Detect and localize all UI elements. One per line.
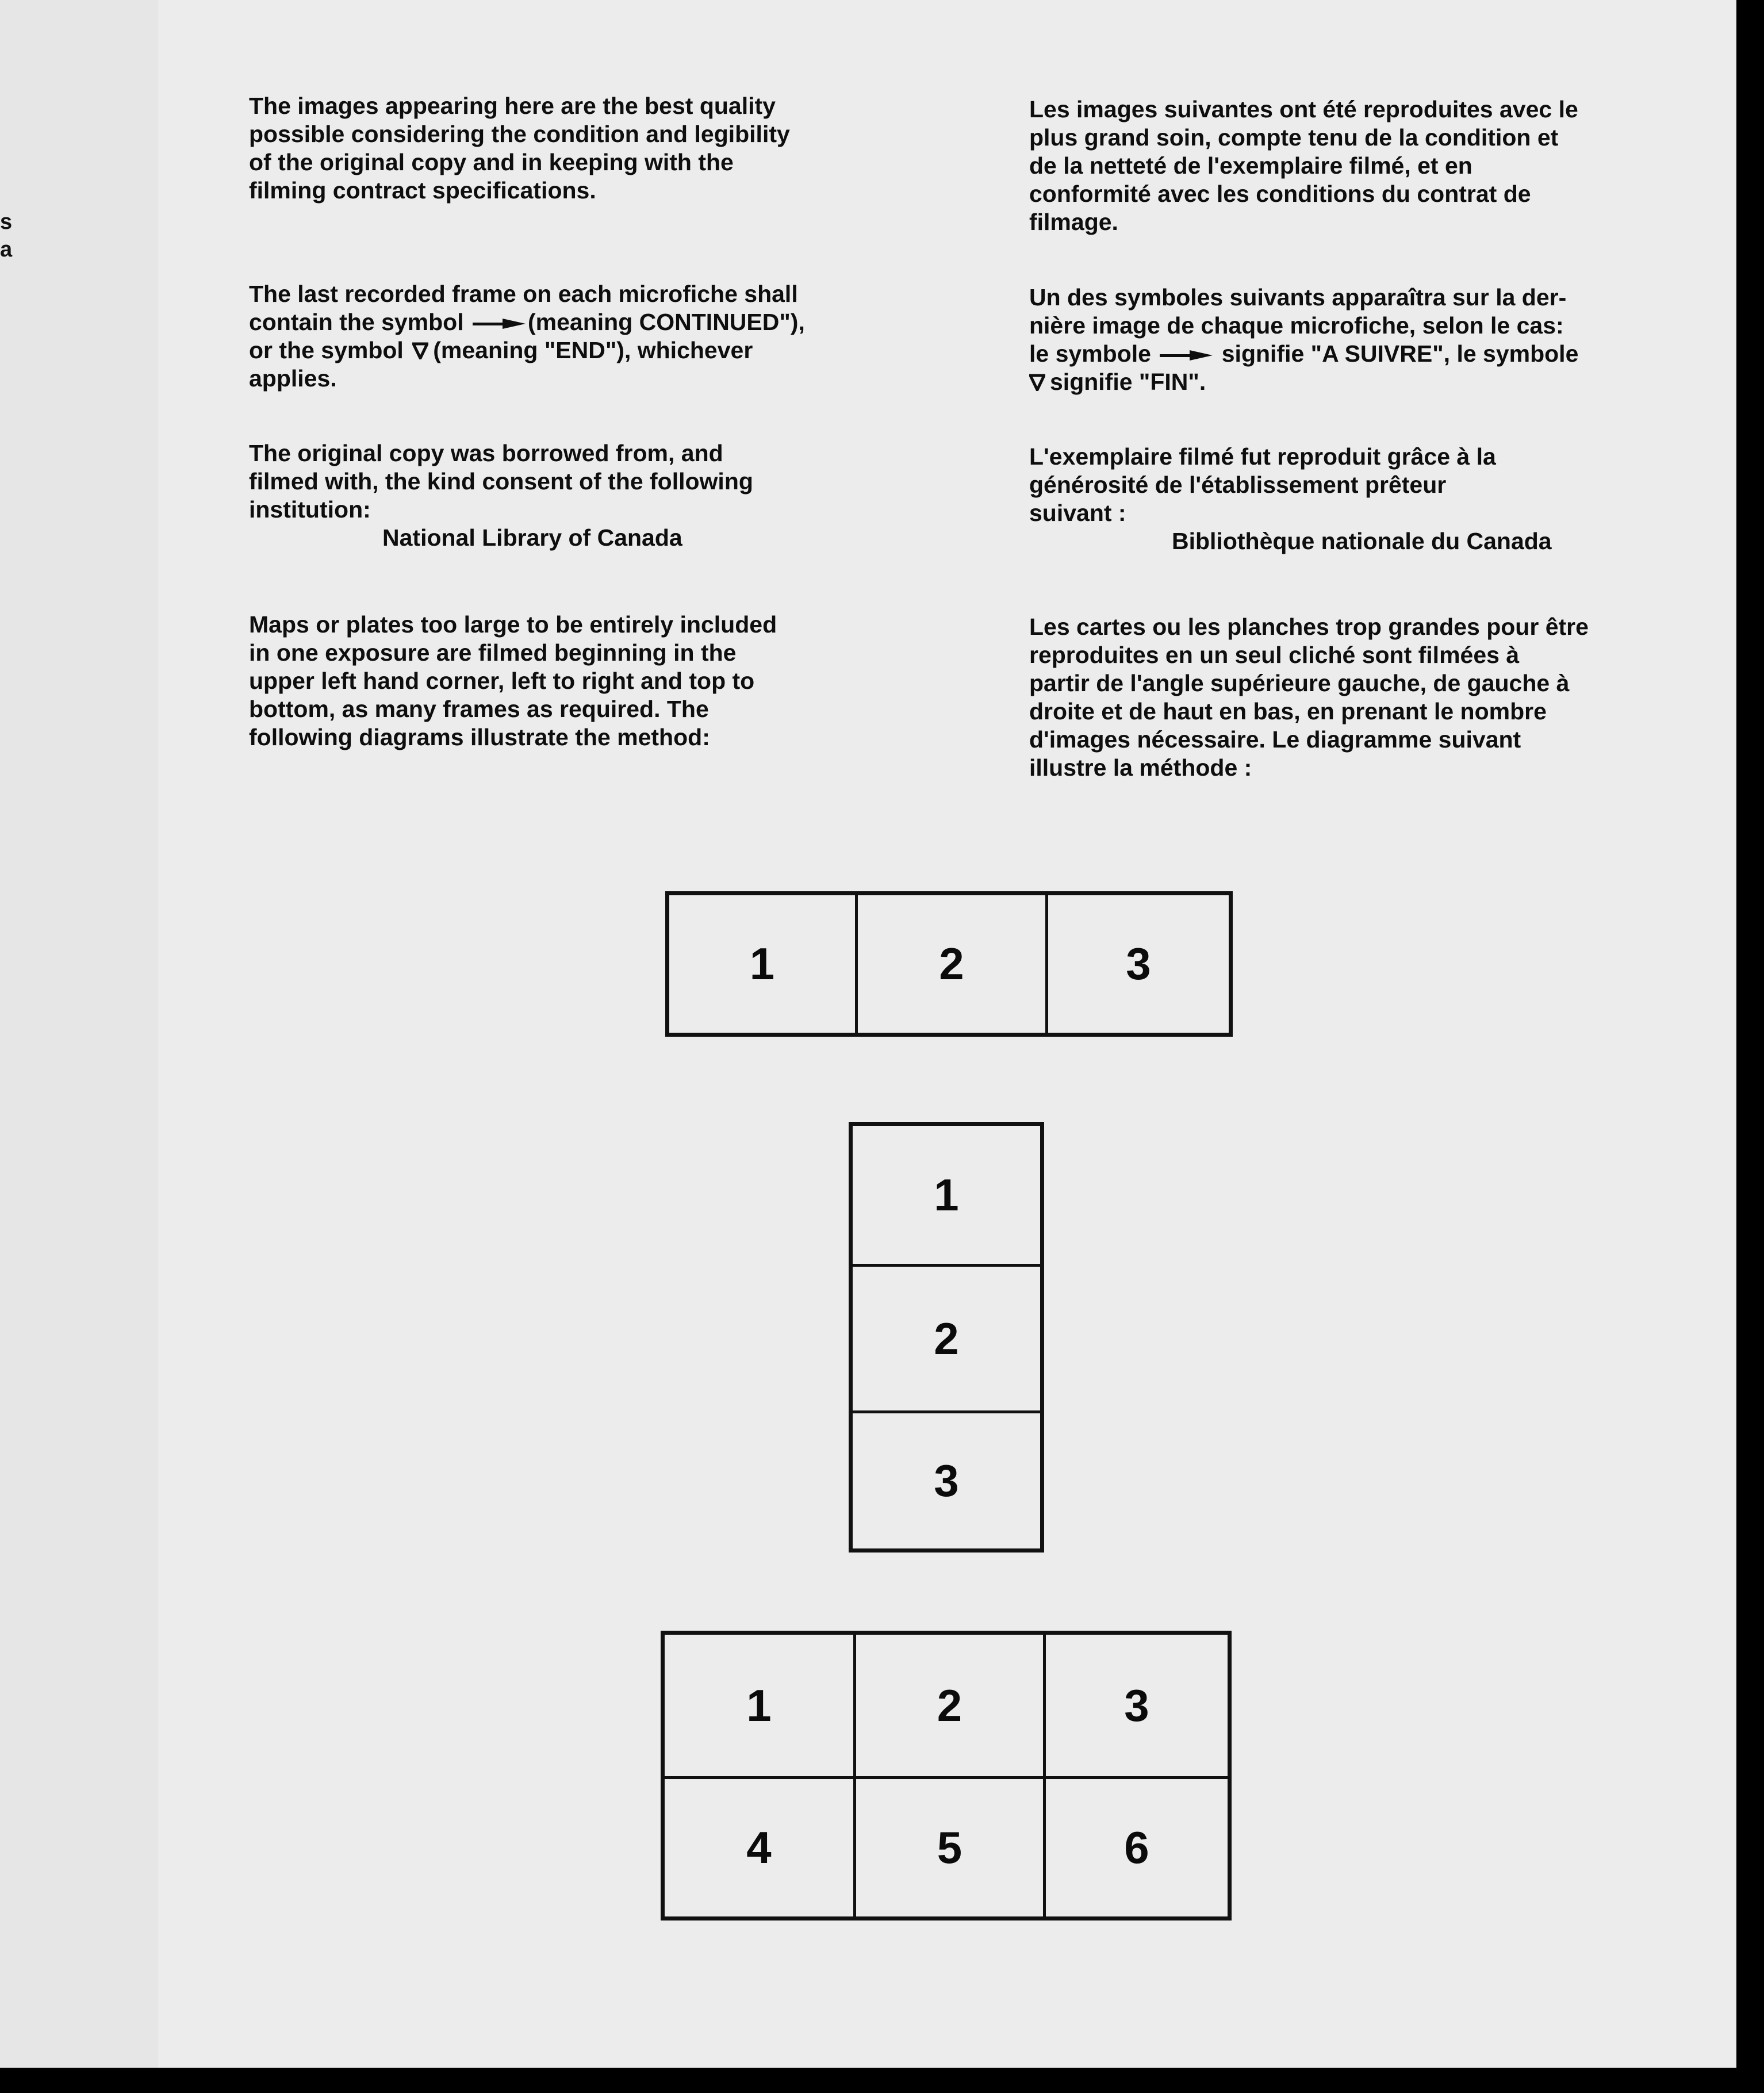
text-fragment: le symbole (1029, 340, 1151, 367)
french-paragraph-maps (1029, 613, 1589, 782)
text-line: partir de l'angle supérieure gauche, de gauche à (1029, 670, 1570, 696)
text-line: Les cartes ou les planches trop grandes pour être (1029, 614, 1589, 640)
text-line: conformité avec les conditions du contrat de (1029, 181, 1531, 207)
frame-cell: 1 (749, 938, 775, 989)
frame-cell: 2 (855, 895, 1045, 1033)
text-fragment: signifie "FIN". (1050, 369, 1206, 395)
text-line: of the original copy and in keeping with the (249, 149, 734, 175)
frame-cell: 2 (853, 1635, 1043, 1776)
text-line: in one exposure are filmed beginning in the (249, 639, 737, 666)
diagram-column-of-three (849, 1122, 1044, 1552)
frame-cell: 3 (853, 1410, 1040, 1548)
frame-cell: 4 (665, 1776, 853, 1916)
english-paragraph-symbols (249, 280, 805, 393)
french-column-institution (1029, 443, 1552, 555)
diagram-row-of-three (665, 891, 1233, 1037)
text-fragment: (meaning "END"), whichever (433, 337, 753, 363)
french-paragraph-quality (1029, 95, 1578, 236)
text-line: following diagrams illustrate the method: (249, 724, 710, 750)
margin-fragment: s (0, 210, 13, 234)
text-line: reproduites en un seul cliché sont filmées à (1029, 642, 1520, 668)
french-column-maps (1029, 613, 1589, 782)
frame-cell: 3 (1045, 895, 1229, 1033)
triangle-down-icon (1029, 374, 1045, 391)
frame-cell: 1 (746, 1680, 772, 1731)
english-column-institution (249, 439, 753, 552)
text-line: L'exemplaire filmé fut reproduit grâce à la (1029, 443, 1496, 470)
text-line: bottom, as many frames as required. The (249, 696, 709, 722)
text-line: The images appearing here are the best quality (249, 93, 776, 119)
text-line: The original copy was borrowed from, and (249, 440, 723, 466)
english-paragraph-maps (249, 611, 777, 752)
text-line: illustre la méthode : (1029, 754, 1252, 781)
french-paragraph-institution (1029, 443, 1552, 555)
text-line (249, 308, 805, 336)
institution-name: National Library of Canada (382, 524, 682, 551)
frame-cell: 5 (853, 1776, 1043, 1916)
arrow-icon (1160, 350, 1213, 361)
text-line: filming contract specifications. (249, 177, 596, 204)
english-paragraph-quality (249, 92, 790, 205)
text-line: filmage. (1029, 209, 1118, 235)
english-paragraph-institution (249, 439, 753, 552)
english-column-symbols (249, 280, 805, 393)
text-line: suivant : (1029, 500, 1126, 526)
english-column (249, 92, 790, 205)
triangle-down-icon (412, 342, 428, 359)
text-fragment: contain the symbol (249, 309, 464, 335)
text-line: droite et de haut en bas, en prenant le nombre (1029, 698, 1547, 724)
text-line: d'images nécessaire. Le diagramme suivant (1029, 726, 1521, 753)
text-line: applies. (249, 365, 337, 392)
frame-cell: 3 (1043, 1635, 1228, 1776)
text-line: plus grand soin, compte tenu de la condition et (1029, 124, 1559, 151)
text-line: Les images suivantes ont été reproduites avec le (1029, 96, 1578, 122)
institution-name: Bibliothèque nationale du Canada (1172, 528, 1552, 554)
french-column (1029, 95, 1578, 236)
french-paragraph-symbols (1029, 283, 1578, 396)
arrow-icon (473, 318, 526, 329)
frame-cell: 1 (934, 1169, 959, 1220)
frame-cell: 6 (1043, 1776, 1228, 1916)
text-line: Maps or plates too large to be entirely included (249, 611, 777, 638)
margin-fragment: a (0, 237, 13, 262)
text-line (249, 336, 805, 365)
frame-cell: 2 (853, 1264, 1040, 1410)
text-line: générosité de l'établissement prêteur (1029, 471, 1447, 498)
text-line: possible considering the condition and legibility (249, 121, 790, 147)
text-line: Un des symboles suivants apparaîtra sur la der- (1029, 284, 1567, 310)
english-column-maps (249, 611, 777, 752)
previous-page-edge (0, 0, 158, 2068)
text-fragment: signifie "A SUIVRE", le symbole (1221, 340, 1579, 367)
text-line: filmed with, the kind consent of the following (249, 468, 753, 494)
text-line: upper left hand corner, left to right and top to (249, 668, 755, 694)
french-column-symbols (1029, 283, 1578, 396)
text-line: de la netteté de l'exemplaire filmé, et en (1029, 152, 1472, 179)
text-fragment: (meaning CONTINUED"), (528, 309, 805, 335)
text-line: The last recorded frame on each microfiche shall (249, 281, 798, 307)
text-line: nière image de chaque microfiche, selon le cas: (1029, 312, 1564, 339)
text-fragment: or the symbol (249, 337, 404, 363)
text-line: institution: (249, 496, 371, 523)
text-line (1029, 368, 1578, 396)
diagram-grid-of-six (661, 1631, 1232, 1920)
text-line (1029, 340, 1578, 368)
